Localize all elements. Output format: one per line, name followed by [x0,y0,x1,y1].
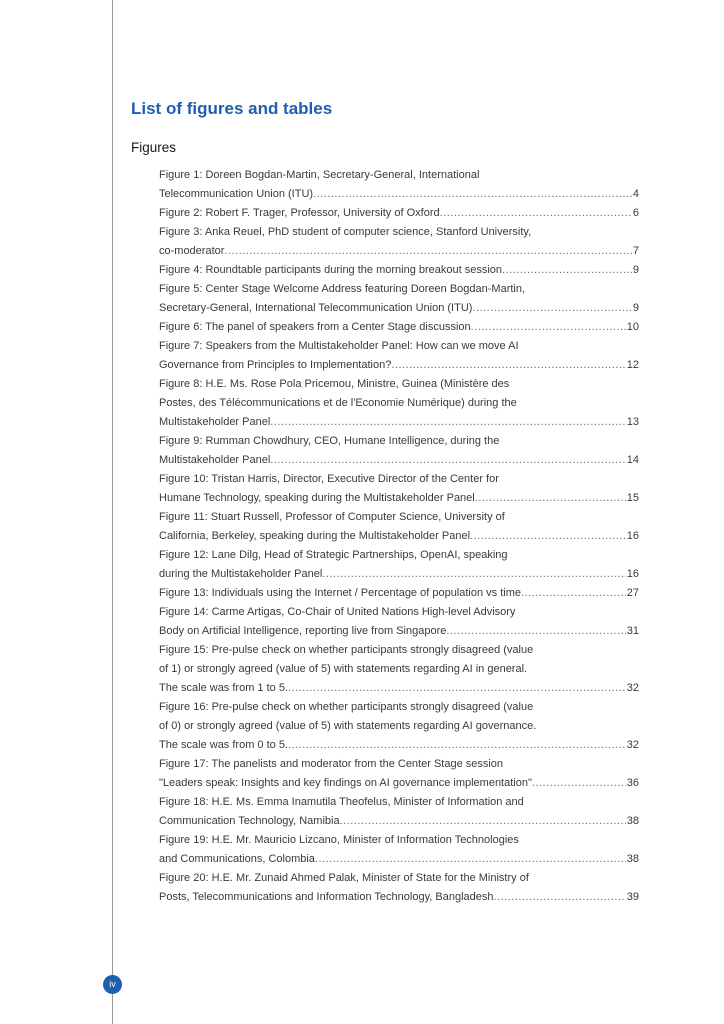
figure-entry[interactable] [159,584,639,603]
figure-entry[interactable] [159,755,639,793]
figure-caption-last-line [159,318,639,337]
dot-leader [502,261,632,280]
figure-caption-line: California, Berkeley, speaking during the Multistakeholder Panel [159,530,471,542]
figure-caption-line: Figure 19: H.E. Mr. Mauricio Lizcano, Minister of Information Technologies [159,834,519,846]
figure-caption-line: and Communications, Colombia [159,853,315,865]
figure-caption-last-line [159,204,639,223]
figure-caption-last-line [159,774,639,793]
figure-page-number: 10 [626,321,639,333]
dot-leader [288,736,626,755]
figure-caption-last-line [159,679,639,698]
figure-caption-line: Figure 6: The panel of speakers from a Center Stage discussion [159,321,471,333]
figure-caption-last-line [159,489,639,508]
figure-caption-line: Figure 15: Pre-pulse check on whether participants strongly disagreed (value [159,644,534,656]
figure-caption-line: Figure 3: Anka Reuel, PhD student of computer science, Stanford University, [159,226,532,238]
figure-caption-line: Multistakeholder Panel [159,416,271,428]
dot-leader [270,451,625,470]
figure-caption-line: Postes, des Télécommunications et de l'Economie Numérique) during the [159,397,517,409]
figure-caption-last-line [159,565,639,584]
figure-caption-line: Telecommunication Union (ITU) [159,188,314,200]
figure-caption-last-line [159,812,639,831]
figure-entry[interactable] [159,793,639,831]
figure-caption-line: Figure 9: Rumman Chowdhury, CEO, Humane Intelligence, during the [159,435,500,447]
figure-caption-line: Figure 4: Roundtable participants during the morning breakout session [159,264,503,276]
figure-caption-last-line [159,451,639,470]
figure-caption-last-line [159,622,639,641]
figure-page-number: 13 [626,416,639,428]
figure-page-number: 6 [632,207,639,219]
figure-caption-line: Figure 20: H.E. Mr. Zunaid Ahmed Palak, Minister of State for the Ministry of [159,872,529,884]
dot-leader [340,812,626,831]
figure-caption-last-line [159,356,639,375]
dot-leader [475,489,626,508]
figure-caption-line: Figure 18: H.E. Ms. Emma Inamutila Theofelus, Minister of Information and [159,796,524,808]
dot-leader [440,204,632,223]
figure-caption-last-line [159,299,639,318]
figure-entry[interactable] [159,546,639,584]
figure-page-number: 14 [626,454,639,466]
figure-entry[interactable] [159,432,639,470]
figure-entry[interactable] [159,641,639,698]
figure-page-number: 27 [626,587,639,599]
figure-caption-last-line [159,850,639,869]
figure-caption-last-line [159,888,639,907]
figure-entry[interactable] [159,223,639,261]
figure-page-number: 16 [626,568,639,580]
figure-caption-line: Figure 13: Individuals using the Internet / Percentage of population vs time [159,587,521,599]
figure-caption-last-line [159,242,639,261]
figure-caption-line: Figure 14: Carme Artigas, Co-Chair of United Nations High-level Advisory [159,606,516,618]
figure-entry[interactable] [159,470,639,508]
dot-leader [493,888,625,907]
figure-page-number: 38 [626,815,639,827]
figure-caption-line: The scale was from 0 to 5. [159,739,288,751]
figure-caption-line: of 1) or strongly agreed (value of 5) with statements regarding AI in general. [159,663,528,675]
section-heading-figures: Figures [131,140,177,155]
figure-list [159,166,639,907]
figure-page-number: 32 [626,739,639,751]
figure-page-number: 36 [626,777,639,789]
figure-entry[interactable] [159,508,639,546]
dot-leader [322,565,625,584]
figure-caption-line: Figure 5: Center Stage Welcome Address featuring Doreen Bogdan-Martin, [159,283,526,295]
figure-page-number: 12 [626,359,639,371]
dot-leader [270,413,625,432]
figure-caption-line: "Leaders speak: Insights and key findings on AI governance implementation" [159,777,532,789]
dot-leader [532,774,626,793]
figure-entry[interactable] [159,831,639,869]
figure-caption-line: Figure 11: Stuart Russell, Professor of Computer Science, University of [159,511,505,523]
figure-caption-line: Figure 2: Robert F. Trager, Professor, University of Oxford [159,207,440,219]
figure-page-number: 32 [626,682,639,694]
dot-leader [472,299,631,318]
figure-caption-line: Figure 10: Tristan Harris, Director, Executive Director of the Center for [159,473,499,485]
figure-caption-line: Figure 7: Speakers from the Multistakeholder Panel: How can we move AI [159,340,519,352]
figure-caption-line: Humane Technology, speaking during the Multistakeholder Panel [159,492,475,504]
figure-caption-line: Secretary-General, International Telecommunication Union (ITU) [159,302,473,314]
figure-caption-line: Figure 8: H.E. Ms. Rose Pola Pricemou, Ministre, Guinea (Ministère des [159,378,510,390]
figure-page-number: 4 [632,188,639,200]
figure-caption-line: Posts, Telecommunications and Information Technology, Bangladesh [159,891,494,903]
page-title: List of figures and tables [131,99,333,118]
figure-entry[interactable] [159,204,639,223]
figure-entry[interactable] [159,375,639,432]
figure-page-number: 16 [626,530,639,542]
page-number-badge: iv [103,975,122,994]
margin-rule [112,0,113,1024]
figure-page-number: 9 [632,264,639,276]
figure-caption-line: Communication Technology, Namibia [159,815,340,827]
figure-entry[interactable] [159,261,639,280]
figure-caption-last-line [159,527,639,546]
figure-page-number: 38 [626,853,639,865]
figure-caption-last-line [159,584,639,603]
figure-caption-line: The scale was from 1 to 5. [159,682,288,694]
figure-caption-last-line [159,185,639,204]
dot-leader [391,356,625,375]
figure-entry[interactable] [159,280,639,318]
figure-caption-line: during the Multistakeholder Panel [159,568,323,580]
dot-leader [288,679,626,698]
figure-caption-line: Governance from Principles to Implementation? [159,359,392,371]
figure-entry[interactable] [159,698,639,755]
figure-entry[interactable] [159,337,639,375]
figure-page-number: 15 [626,492,639,504]
figure-entry[interactable] [159,603,639,641]
dot-leader [446,622,625,641]
figure-entry[interactable] [159,166,639,204]
figure-page-number: 39 [626,891,639,903]
dot-leader [315,850,626,869]
figure-caption-line: co-moderator [159,245,225,257]
figure-caption-last-line [159,736,639,755]
figure-page-number: 31 [626,625,639,637]
figure-caption-line: Figure 16: Pre-pulse check on whether participants strongly disagreed (value [159,701,534,713]
dot-leader [470,527,626,546]
figure-caption-line: Figure 12: Lane Dilg, Head of Strategic Partnerships, OpenAI, speaking [159,549,508,561]
dot-leader [471,318,626,337]
figure-caption-line: Figure 1: Doreen Bogdan-Martin, Secretary-General, International [159,169,480,181]
figure-page-number: 7 [632,245,639,257]
dot-leader [313,185,632,204]
figure-caption-last-line [159,413,639,432]
figure-entry[interactable] [159,869,639,907]
figure-page-number: 9 [632,302,639,314]
dot-leader [521,584,626,603]
figure-caption-line: Figure 17: The panelists and moderator from the Center Stage session [159,758,504,770]
dot-leader [224,242,631,261]
figure-caption-line: Body on Artificial Intelligence, reporting live from Singapore [159,625,447,637]
figure-caption-last-line [159,261,639,280]
figure-entry[interactable] [159,318,639,337]
figure-caption-line: Multistakeholder Panel [159,454,271,466]
figure-caption-line: of 0) or strongly agreed (value of 5) with statements regarding AI governance. [159,720,537,732]
